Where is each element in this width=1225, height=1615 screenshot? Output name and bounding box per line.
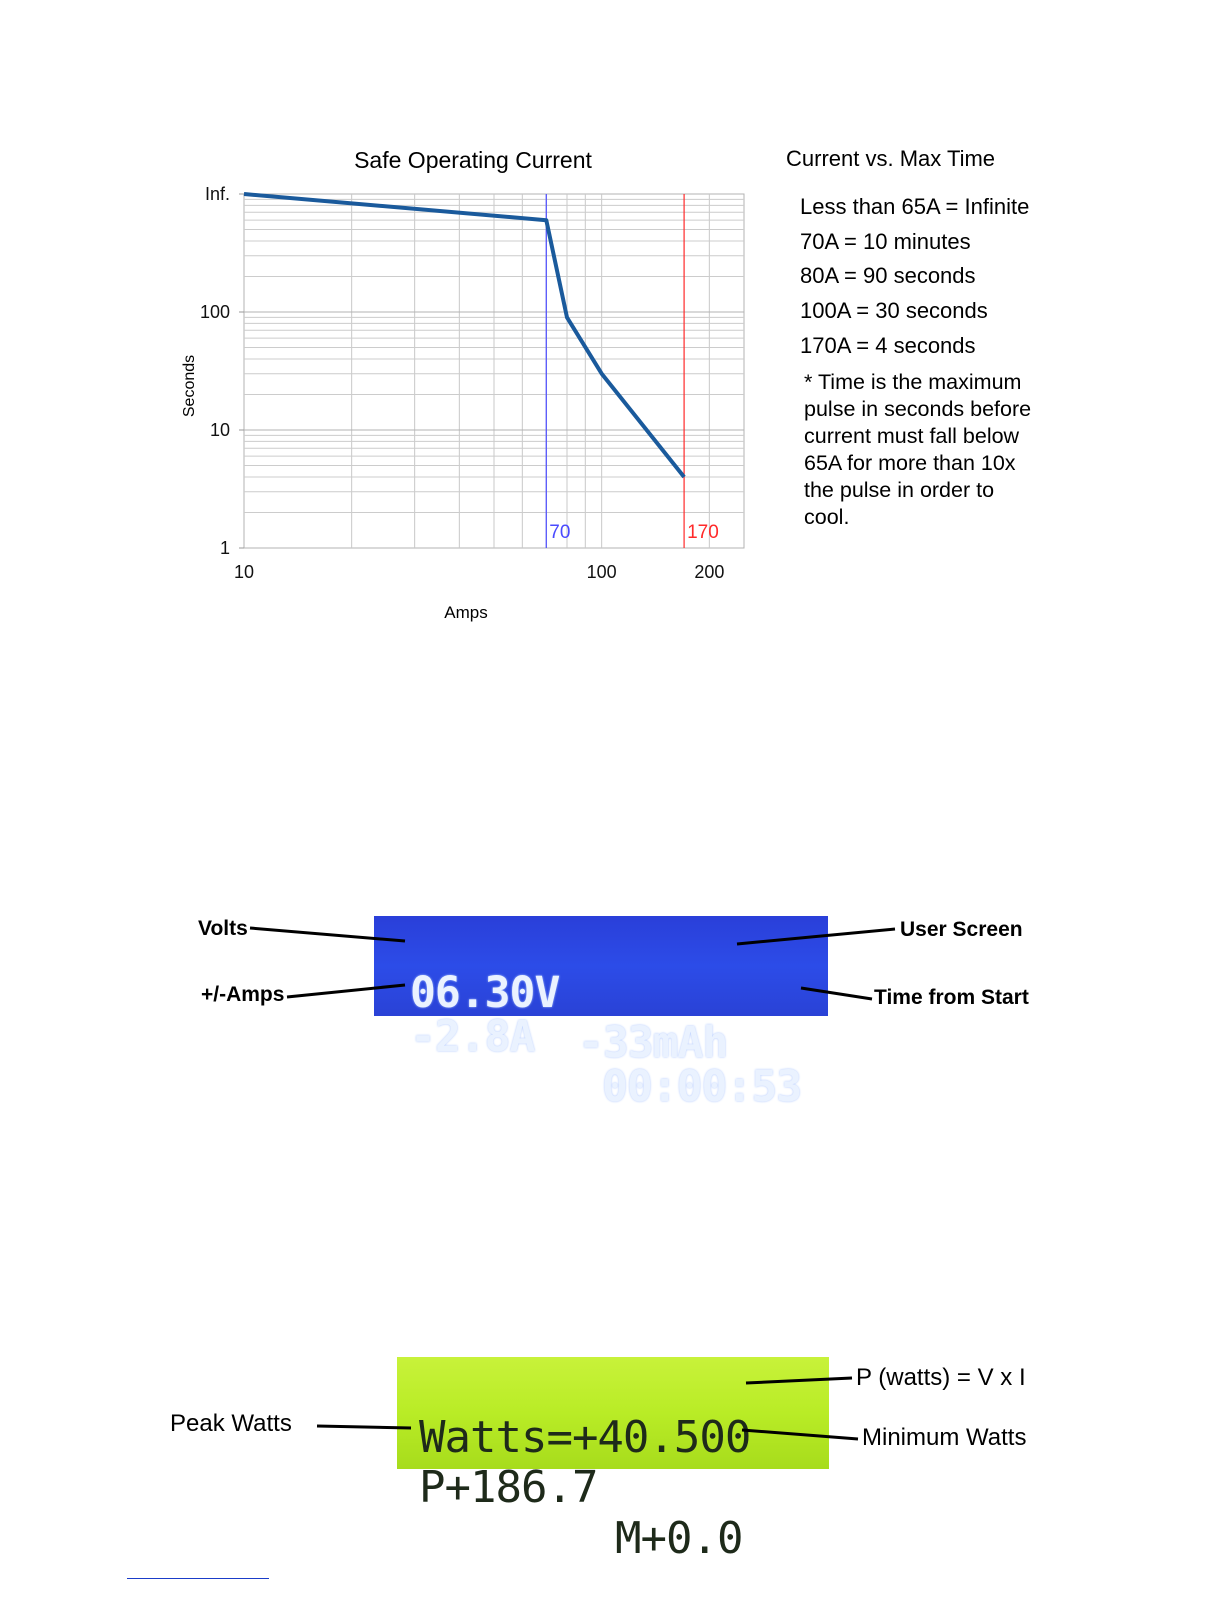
leader-line xyxy=(737,929,895,944)
x-axis-label: Amps xyxy=(444,603,488,622)
mah-readout: -33mAh xyxy=(578,1018,728,1068)
list-item: 80A = 90 seconds xyxy=(800,263,976,289)
x-tick-label: 100 xyxy=(586,562,617,582)
footnote: * Time is the maximum pulse in seconds before current must fall below 65A for more than 10x the pulse in order to cool. xyxy=(804,370,1032,530)
y-tick-label: Inf. xyxy=(204,184,230,204)
leader-line xyxy=(287,985,405,997)
footer-rule xyxy=(127,1578,269,1579)
minimum-watts-callout: Minimum Watts xyxy=(862,1424,1027,1451)
peak-watts-callout: Peak Watts xyxy=(170,1410,292,1437)
volts-readout: 06.30V xyxy=(410,968,560,1018)
time-callout: Time from Start xyxy=(874,986,1029,1009)
list-item: 70A = 10 minutes xyxy=(800,228,971,254)
x-tick-label: 10 xyxy=(233,562,255,582)
leader-line xyxy=(746,1378,852,1383)
leader-line xyxy=(801,988,872,999)
y-tick-label: 10 xyxy=(209,420,230,440)
leader-line xyxy=(317,1426,411,1428)
peak-watts-readout: P+186.7 xyxy=(419,1462,598,1513)
threshold-label: 70 xyxy=(549,522,571,543)
y-axis-label: Seconds xyxy=(181,354,198,418)
panel-title: Current vs. Max Time xyxy=(786,146,996,171)
y-tick-label: 100 xyxy=(199,302,230,322)
time-readout: 00:00:53 xyxy=(602,1062,802,1112)
list-item: Less than 65A = Infinite xyxy=(800,194,1030,219)
watts-readout: Watts=+40.500 xyxy=(419,1412,751,1463)
formula-callout: P (watts) = V x I xyxy=(856,1364,1026,1391)
leader-line xyxy=(742,1430,858,1439)
leader-line xyxy=(250,928,405,941)
list-item: 100A = 30 seconds xyxy=(800,298,988,324)
list-item: 170A = 4 seconds xyxy=(800,332,976,358)
x-tick-label: 200 xyxy=(694,562,725,582)
user-screen-callout: User Screen xyxy=(900,918,1023,941)
amps-readout: -2.8A xyxy=(410,1012,535,1062)
y-tick-label: 1 xyxy=(219,538,230,558)
amps-callout: +/-Amps xyxy=(201,983,285,1006)
min-watts-readout: M+0.0 xyxy=(615,1513,743,1564)
threshold-label: 170 xyxy=(687,522,719,543)
volts-callout: Volts xyxy=(198,917,248,940)
chart-title: Safe Operating Current xyxy=(354,147,592,173)
